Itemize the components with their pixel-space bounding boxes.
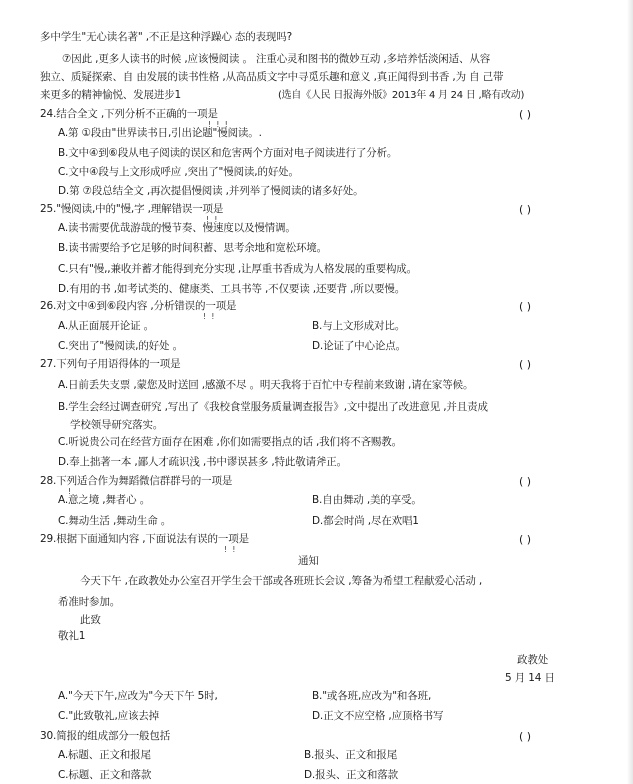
question-29: 29.根据下面通知内容 ,下面说法有误的一项是 (40, 533, 249, 545)
passage-line: ⑦因此 ,更多人读书的时候 ,应该慢阅读 。 注重心灵和图书的微妙互动 ,多培养恬淡闲适、从容 (62, 53, 491, 65)
option-30-c: C.标题、正文和落款 (58, 769, 152, 781)
emphasis-mark: ! ! ! (208, 120, 228, 129)
answer-blank: ( ) (519, 358, 532, 371)
option-24-a: A.第 ①段由"世界读书日,引出论题"慢阅读。. (58, 127, 262, 139)
option-25-d: D.有用的书 ,如考试类的、健康类、工具书等 ,不仅要读 ,还要背 ,所以要慢。 (58, 283, 406, 295)
notice-body-line: 今天下午 ,在政教处办公室召开学生会干部或各班班长会议 ,筹备为希望工程献爱心活动 , (80, 575, 483, 587)
option-28-b: B.自由舞动 ,美的享受。 (312, 494, 422, 506)
option-29-b: B."或各班,应改为"和各班, (312, 690, 432, 702)
option-26-a: A.从正面展开论证 。 (58, 320, 155, 332)
option-24-c: C.文中④段与上文形成呼应 ,突出了"慢阅读,的好处。 (58, 166, 299, 178)
option-25-b: B.读书需要给予它足够的时间积蓄、思考余地和宽松环境。 (58, 242, 327, 254)
option-28-a: A.意之境 ,舞者心 。 (58, 494, 151, 506)
option-29-c: C."此致敬礼,应该去掉 (58, 710, 160, 722)
notice-body-line: 希准时参加。 (58, 596, 121, 608)
notice-signature: 政教处 (517, 654, 549, 666)
option-27-b: B.学生会经过调查研究 ,写出了《我校食堂服务质量调查报告》,文中提出了改进意见 ,并且责成 (58, 401, 488, 413)
option-29-a: A."今天下午,应改为"今天下午 5时, (58, 690, 218, 702)
option-29-d: D.正文不应空格 ,应顶格书写 (312, 710, 444, 722)
option-24-d: D.第 ⑦段总结全文 ,再次提倡慢阅读 ,并列举了慢阅读的诸多好处。 (58, 185, 364, 197)
notice-closing: 此致 (80, 614, 101, 626)
option-27-a: A.日前丢失支票 ,蒙您及时送回 ,感激不尽 。明天我将于百忙中专程前来致谢 ,请在家等候。 (58, 379, 474, 391)
option-28-d: D.都会时尚 ,尽在欢唱1 (312, 515, 419, 527)
emphasis-mark: ! ! (206, 215, 218, 224)
emphasis-mark: ! ! (203, 312, 215, 321)
option-26-d: D.论证了中心论点。 (312, 340, 406, 352)
passage-line: 来更多的精神愉悦、发展进步1 (40, 89, 182, 101)
option-30-d: D.报头、正文和落款 (304, 769, 398, 781)
question-27: 27.下列句子用语得体的一项是 (40, 358, 181, 370)
emphasis-mark: ! ! (224, 545, 236, 554)
notice-title: 通知 (298, 555, 319, 567)
option-25-a: A.读书需要优哉游哉的慢节奏、慢速度以及慢情调。 (58, 222, 296, 234)
option-27-c: C.听说贵公司在经营方面存在困难 ,你们如需要指点的话 ,我们将不吝赐教。 (58, 436, 402, 448)
passage-source: (选自《人民 日报海外版》2013年 4 月 24 日 ,略有改动) (278, 90, 525, 101)
question-26: 26.对文中④到⑥段内容 ,分析错误的一项是 (40, 300, 237, 312)
answer-blank: ( ) (519, 533, 532, 546)
passage-line: 独立、质疑探索、自 由发展的读书性格 ,从高品质文字中寻觅乐趣和意义 ,真正闻得到书香 ,为 自 己带 (40, 71, 504, 83)
answer-blank: ( ) (519, 108, 532, 121)
question-30: 30.简报的组成部分一般包括 (40, 730, 171, 742)
option-30-a: A.标题、正文和报尾 (58, 749, 151, 761)
scan-edge-shadow (627, 0, 633, 784)
option-24-b: B.文中④到⑥段从电子阅读的误区和危害两个方面对电子阅读进行了分析。 (58, 147, 398, 159)
option-26-b: B.与上文形成对比。 (312, 320, 406, 332)
passage-line: 多中学生"无心读名著" ,不正是这种浮躁心 态的表现吗? (40, 31, 293, 43)
question-25: 25."慢阅读,中的"慢,字 ,理解错误一项是 (40, 203, 224, 215)
option-30-b: B.报头、正文和报尾 (304, 749, 398, 761)
option-27-b-cont: 学校领导研究落实。 (70, 419, 164, 431)
question-28: 28.下列适合作为舞蹈微信群群号的一项是 (40, 475, 233, 487)
option-27-d: D.奉上拙著一本 ,鄙人才疏识浅 ,书中谬误甚多 ,特此敬请斧正。 (58, 456, 347, 468)
option-25-c: C.只有"慢,,兼收并蓄才能得到充分实现 ,让厚重书香成为人格发展的重要构成。 (58, 263, 417, 275)
answer-blank: ( ) (519, 475, 532, 488)
option-26-c: C.突出了"慢阅读,的好处 。 (58, 340, 183, 352)
option-28-c: C.舞动生活 ,舞动生命 。 (58, 515, 172, 527)
answer-blank: ( ) (519, 300, 532, 313)
notice-salute: 敬礼1 (58, 630, 86, 642)
notice-date: 5 月 14 日 (505, 672, 555, 684)
question-24: 24.结合全文 ,下列分析不正确的一项是 (40, 108, 218, 120)
emphasis-mark: ! (68, 487, 72, 496)
answer-blank: ( ) (519, 730, 532, 743)
answer-blank: ( ) (519, 203, 532, 216)
